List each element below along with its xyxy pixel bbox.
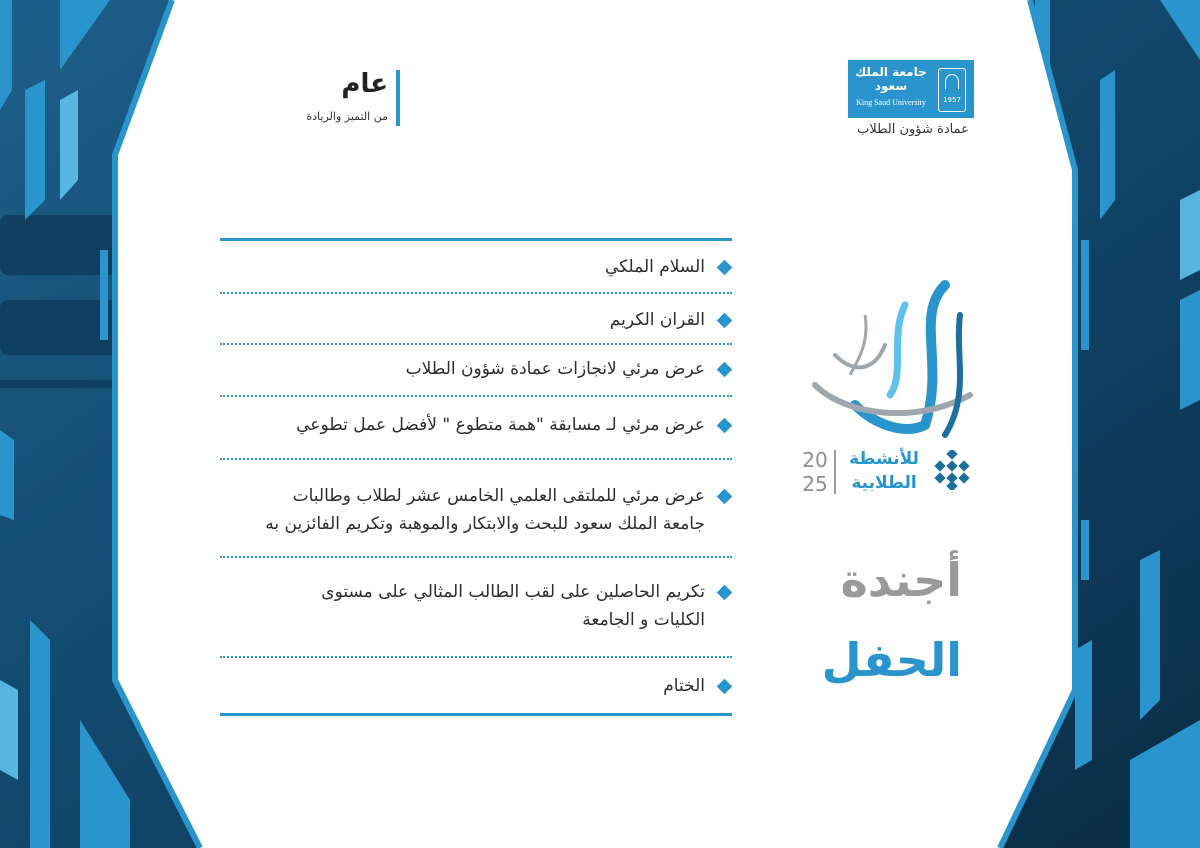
university-name-en: King Saud University (856, 98, 926, 107)
dotted-divider (220, 395, 732, 397)
year-title: عام (341, 69, 388, 99)
diamond-bullet-icon (717, 679, 733, 695)
year-bottom: 25 (802, 472, 828, 496)
year-top: 20 (802, 448, 828, 472)
agenda-item-text (265, 482, 705, 538)
dotted-divider (220, 343, 732, 345)
university-name-ar: جامعة الملك سعود (855, 65, 927, 93)
ceremony-title: الحفل (821, 633, 962, 687)
pattern-icon (932, 450, 972, 490)
diamond-bullet-icon (717, 418, 733, 434)
dotted-divider (220, 458, 732, 460)
emblem-icon (938, 68, 966, 112)
agenda-item-text: القران الكريم (609, 310, 705, 330)
activities-line2: الطلابية (851, 473, 917, 493)
deanship-label: عمادة شؤون الطلاب (857, 122, 969, 137)
diamond-bullet-icon (717, 585, 733, 601)
diamond-bullet-icon (717, 260, 733, 276)
agenda-item-line: الكليات و الجامعة (582, 610, 705, 630)
agenda-item (220, 482, 732, 538)
agenda-item (220, 253, 732, 281)
agenda-title: أجندة (840, 553, 962, 607)
agenda-item-text: عرض مرئي لـ مسابقة "همة متطوع " لأفضل عمل تطوعي (296, 415, 705, 435)
year-subtitle: من التميز والريادة (306, 110, 388, 123)
dotted-divider (220, 656, 732, 658)
agenda-item (220, 578, 732, 634)
closing-ceremony-calligraphy (795, 275, 985, 445)
agenda-item-text: الختام (663, 676, 705, 696)
agenda-item-line: جامعة الملك سعود للبحث والابتكار والموهبة وتكريم الفائزين به (265, 514, 705, 534)
dotted-divider (220, 556, 732, 558)
year-divider (834, 450, 836, 494)
agenda-item (220, 306, 732, 334)
agenda-item-line: تكريم الحاصلين على لقب الطالب المثالي على مستوى (321, 582, 705, 602)
agenda-item (220, 355, 732, 383)
agenda-item-text: عرض مرئي لانجازات عمادة شؤون الطلاب (405, 359, 705, 379)
diamond-bullet-icon (717, 313, 733, 329)
university-year: 1957 (943, 96, 961, 104)
diamond-bullet-icon (717, 362, 733, 378)
slogan-divider (396, 70, 400, 126)
agenda-item-text (321, 578, 705, 634)
diamond-bullet-icon (717, 489, 733, 505)
agenda-top-rule (220, 238, 732, 241)
agenda-item (220, 411, 732, 439)
agenda-item-text: السلام الملكي (604, 257, 705, 277)
university-logo (848, 60, 974, 118)
agenda-bottom-rule (220, 713, 732, 716)
dotted-divider (220, 292, 732, 294)
agenda-item-line: عرض مرئي للملتقى العلمي الخامس عشر لطلاب وطالبات (292, 486, 705, 506)
activities-line1: للأنشطة (849, 449, 919, 469)
agenda-item (220, 672, 732, 700)
